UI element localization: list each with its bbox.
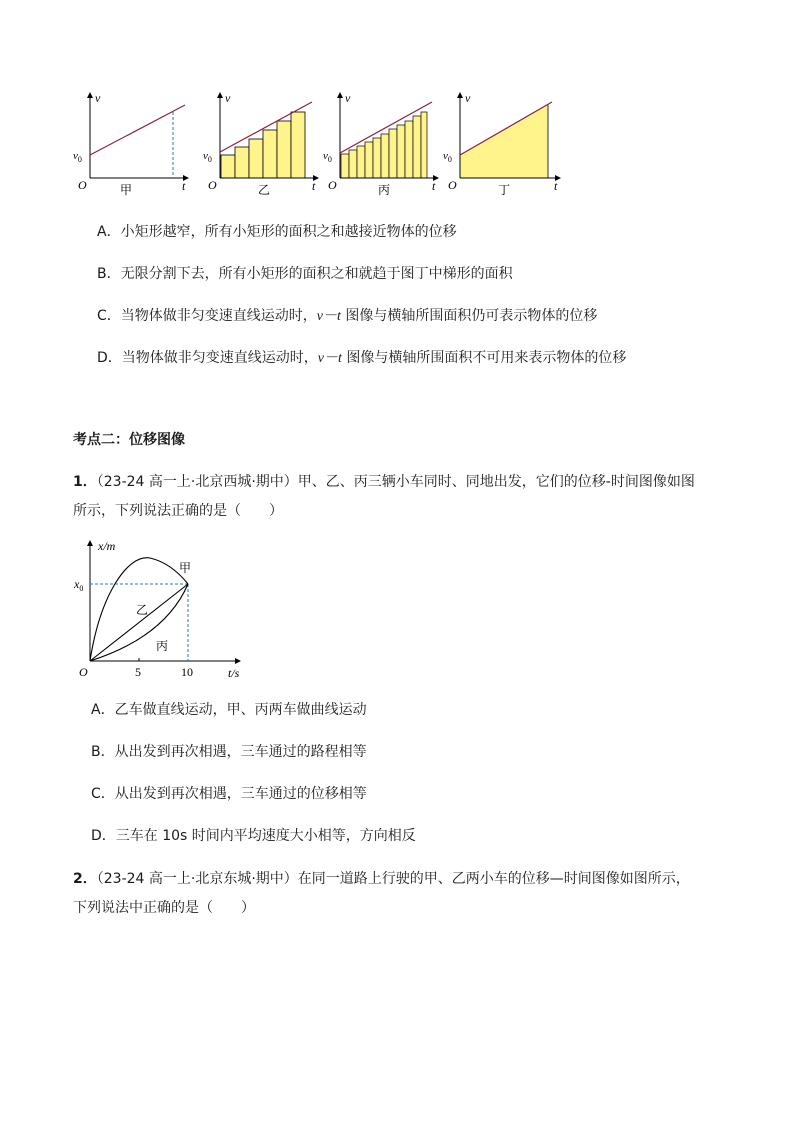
svg-text:v0: $v_0$ (73, 150, 82, 164)
vt-figure (70, 88, 570, 198)
origin: O (79, 665, 88, 679)
origin-label: O (78, 178, 87, 192)
q1-option-a: A．乙车做直线运动，甲、丙两车做曲线运动 (91, 702, 367, 718)
q1-option-c: C．从出发到再次相遇，三车通过的位移相等 (91, 786, 367, 802)
x0-label: $x_0$ (74, 577, 84, 593)
panel-yi (203, 91, 318, 197)
svg-text:O: O (208, 178, 217, 192)
tick-10: 10 (181, 665, 193, 679)
q1-stem-line1: 1．（23-24 高一上·北京西城·期中）甲、乙、丙三辆小车同时、同地出发，它们的位移-时间图像如图 (73, 474, 695, 490)
option-c: C．当物体做非匀变速直线运动时，v－t 图像与横轴所围面积仍可表示物体的位移 (97, 308, 598, 324)
option-a: A．小矩形越窄，所有小矩形的面积之和越接近物体的位移 (97, 224, 457, 240)
tick-5: 5 (135, 665, 141, 679)
svg-text:O: O (328, 178, 337, 192)
panel-label-bing: 丙 (378, 183, 391, 197)
svg-text:v: v (345, 91, 351, 105)
svg-text:t: t (312, 179, 316, 193)
option-b: B．无限分割下去，所有小矩形的面积之和就趋于图丁中梯形的面积 (97, 266, 513, 282)
section-title: 考点二：位移图像 (73, 432, 185, 448)
q2-stem-line2: 下列说法中正确的是（ ） (73, 900, 255, 916)
xlabel: t/s (228, 666, 240, 680)
panel-label-jia: 甲 (120, 183, 133, 197)
svg-text:v0: $v_0$ (323, 150, 332, 164)
ylabel: x/m (98, 539, 116, 553)
q1-stem-line2: 所示，下列说法正确的是（ ） (73, 503, 283, 519)
panel-label-ding: 丁 (498, 183, 511, 197)
curve-yi (90, 584, 188, 661)
axis-t-label: t (182, 179, 186, 193)
q1-option-d: D．三车在 10s 时间内平均速度大小相等，方向相反 (91, 828, 416, 844)
svg-text:v0: $v_0$ (203, 150, 212, 164)
svg-text:v: v (465, 91, 471, 105)
q2-stem-line1: 2．（23-24 高一上·北京东城·期中）在同一道路上行驶的甲、乙两小车的位移—时间图像如图所示， (73, 871, 690, 887)
svg-text:O: O (448, 178, 457, 192)
q1-option-b: B．从出发到再次相遇，三车通过的路程相等 (91, 744, 367, 760)
label-bing: 丙 (156, 639, 169, 653)
panel-jia (73, 91, 188, 197)
panel-ding (443, 91, 560, 197)
xt-figure (72, 536, 252, 684)
q2-number: 2． (73, 871, 97, 887)
svg-text:v0: $v_0$ (443, 150, 452, 164)
panel-bing (323, 91, 438, 197)
label-jia: 甲 (179, 561, 192, 575)
svg-text:t: t (432, 179, 436, 193)
panel-label-yi: 乙 (258, 183, 271, 197)
axis-v-label: v (95, 91, 101, 105)
label-yi: 乙 (136, 603, 149, 617)
svg-text:t: t (554, 179, 558, 193)
q1-number: 1． (73, 474, 97, 490)
option-d: D．当物体做非匀变速直线运动时，v－t 图像与横轴所围面积不可用来表示物体的位移 (97, 350, 627, 366)
svg-text:v: v (225, 91, 231, 105)
